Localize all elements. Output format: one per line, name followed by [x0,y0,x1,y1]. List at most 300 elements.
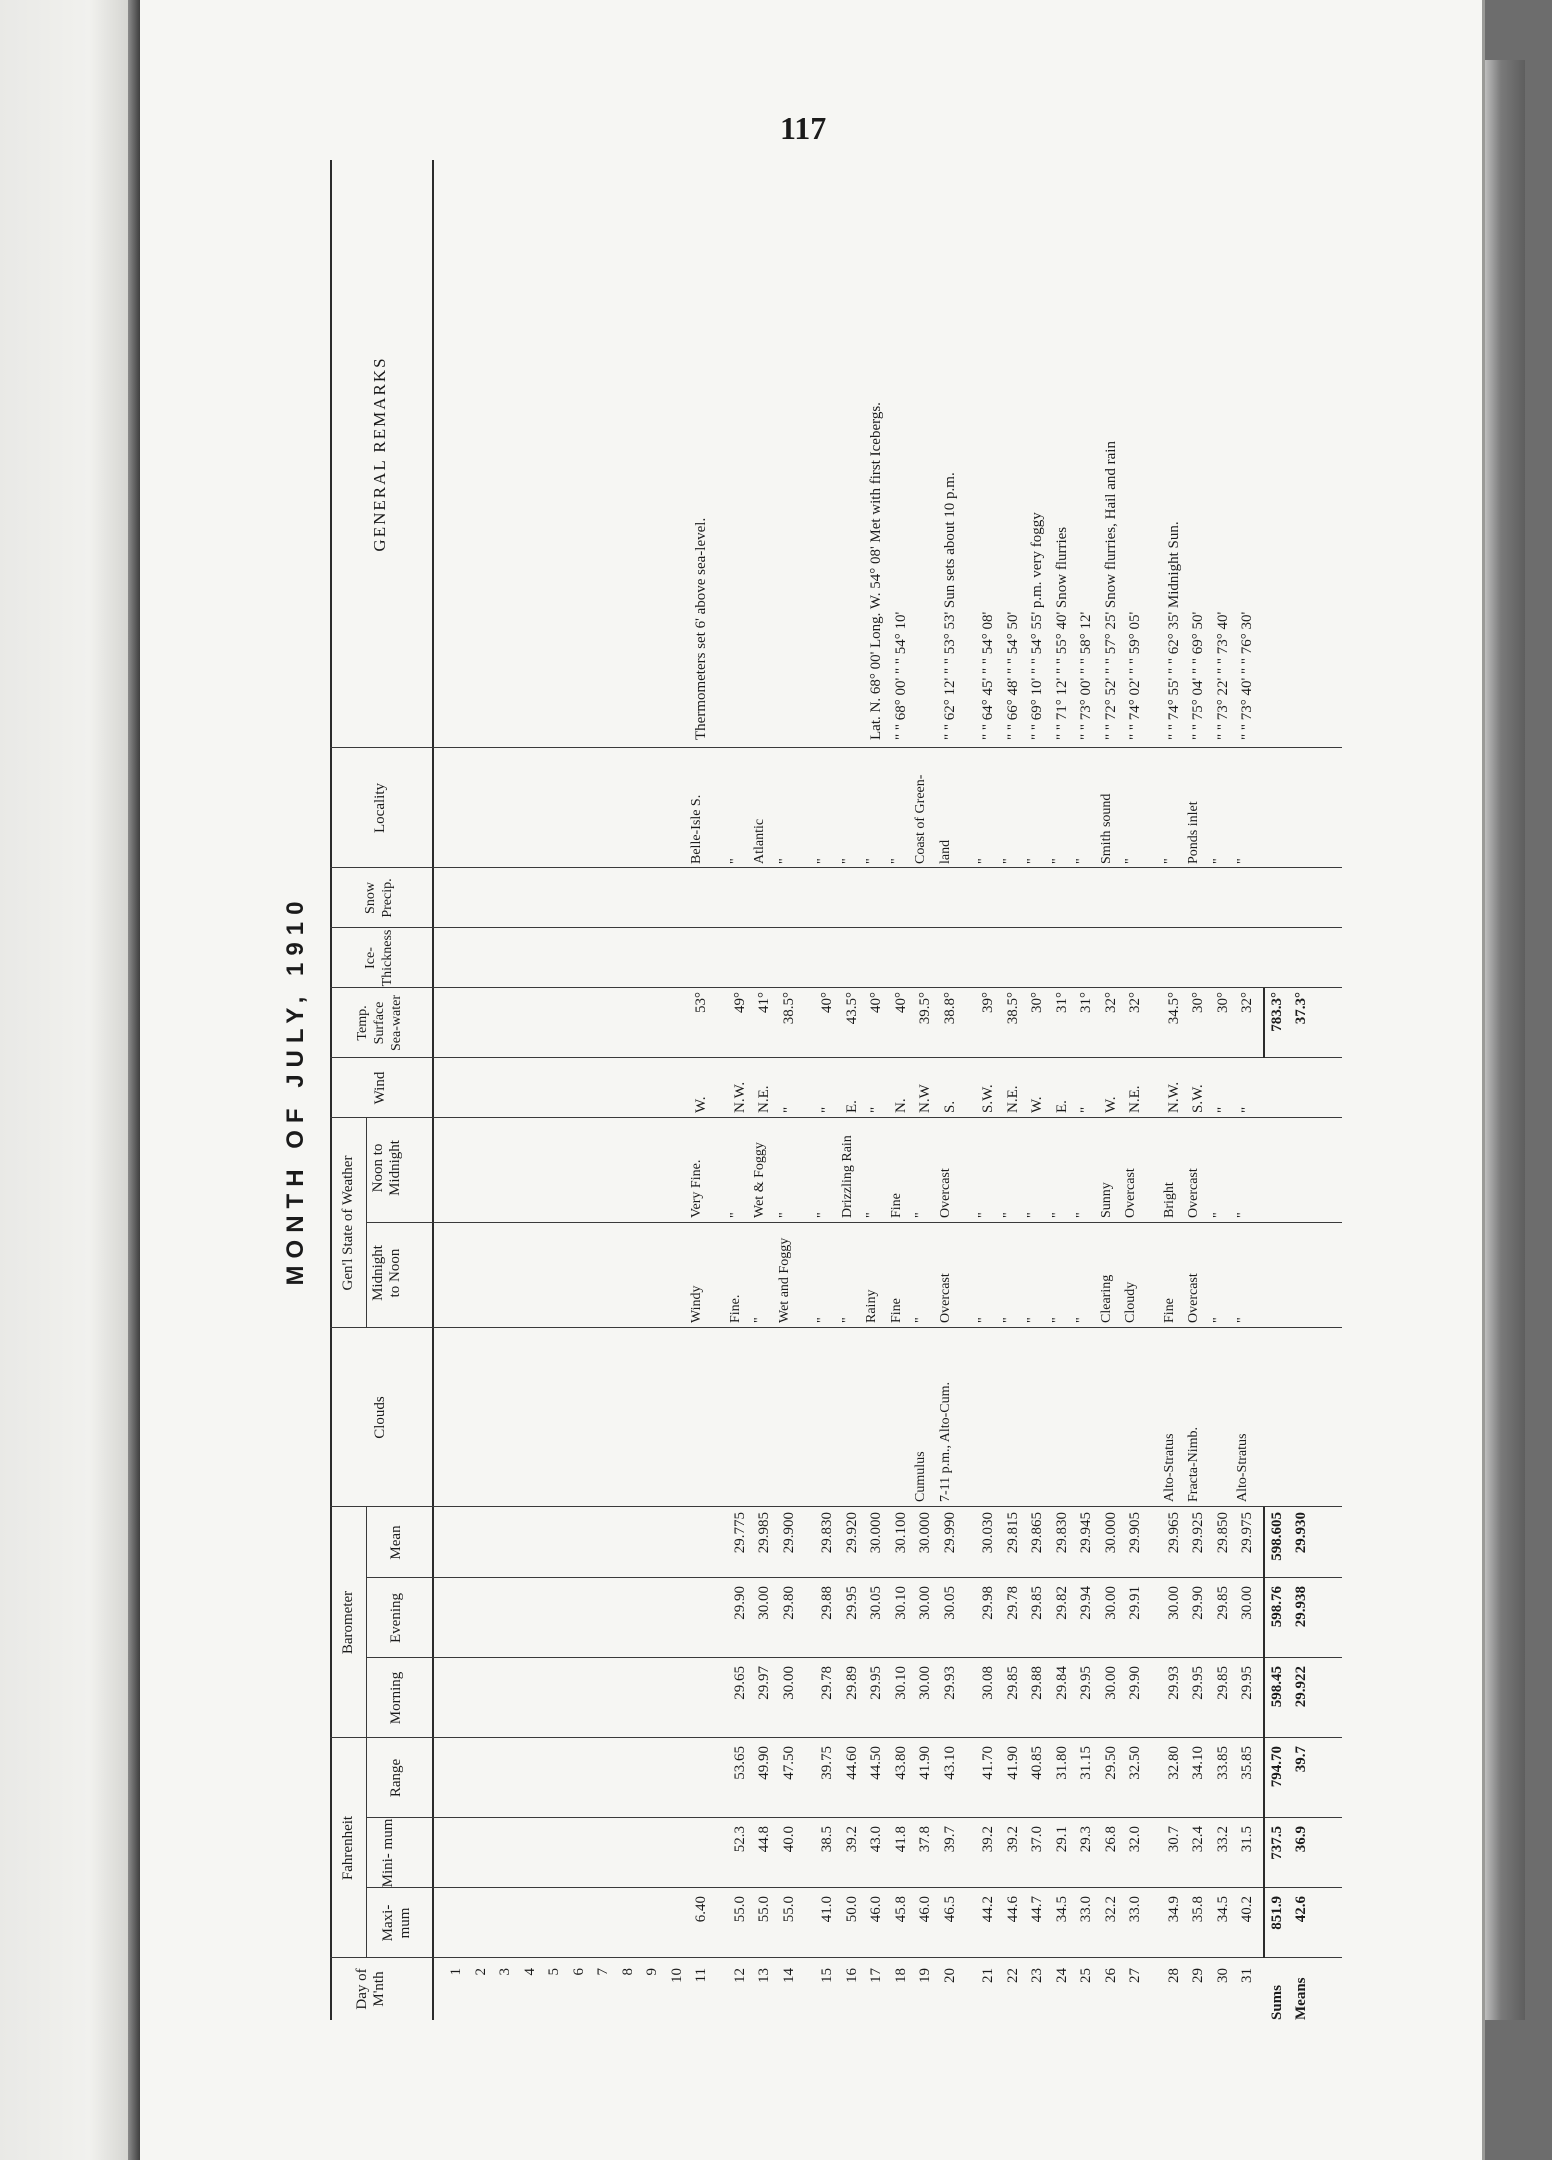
header-ice: Ice- Thickness [363,929,395,987]
sums-range: 794.70 [1269,1746,1285,1788]
month-title: MONTH OF JULY, 1910 [282,894,309,1286]
cell-wind: N.E. [1127,1085,1143,1113]
cell-morning: 29.84 [1053,1666,1070,1700]
cell-locality: land [937,839,953,864]
cell-wx-pm: Overcast [1123,1168,1138,1218]
cell-sea: 40° [868,992,884,1013]
cell-wx-pm: " [976,1212,991,1218]
table-row [840,160,864,2020]
cell-morning: 30.00 [780,1666,797,1700]
page-number: 117 [780,110,827,146]
cell-locality: " [1074,858,1089,864]
cell-sea: 38.8° [941,992,958,1025]
cell-morning: 29.78 [819,1666,835,1700]
cell-wx-am: " [1074,1317,1089,1323]
cell-min: 26.8 [1102,1826,1119,1853]
cell-evening: 29.95 [843,1586,860,1620]
means-min: 36.9 [1293,1826,1309,1853]
cell-max: 6.40 [693,1896,709,1923]
cell-locality: " [1000,858,1016,864]
cell-min: 29.3 [1078,1826,1094,1853]
cell-wx-am: " [1049,1317,1065,1323]
cell-range: 43.80 [892,1746,909,1780]
cell-locality: " [976,858,991,864]
cell-min: 43.0 [868,1826,884,1853]
sums-morning: 598.45 [1269,1666,1285,1708]
cell-max: 50.0 [843,1896,860,1923]
cell-day: 25 [1078,1968,1094,1983]
cell-day: 28 [1165,1968,1182,1983]
cell-range: 29.50 [1102,1746,1119,1780]
cell-day: 13 [756,1968,772,1983]
cell-wx-am: Fine [1161,1298,1177,1323]
cell-evening: 30.05 [868,1586,884,1620]
cell-remarks: " " 62° 12' " " 53° 53' Sun sets about 10 p.m. [941,472,958,740]
cell-range: 41.90 [1004,1746,1021,1780]
cell-sea: 39° [980,992,996,1013]
cell-max: 34.5 [1214,1896,1231,1923]
cell-sea: 53° [693,992,709,1013]
cell-max: 34.5 [1053,1896,1070,1923]
cell-mean: 29.975 [1239,1512,1255,1554]
book-gutter [128,0,140,2160]
cell-day: 29 [1190,1968,1206,1983]
cell-evening: 30.00 [1102,1586,1119,1620]
cell-range: 32.50 [1127,1746,1143,1780]
cell-mean: 30.030 [980,1512,996,1554]
cell-min: 37.0 [1029,1826,1045,1853]
cell-wx-am: " [976,1317,991,1323]
cell-day: 1 [448,1968,464,1976]
cell-max: 55.0 [756,1896,772,1923]
cell-remarks: " " 73° 00' " " 58° 12' [1078,611,1094,740]
cell-locality: " [1025,858,1040,864]
cell-day: 30 [1214,1968,1231,1983]
cell-locality: Ponds inlet [1186,801,1201,864]
table-row [1235,160,1259,2020]
cell-wx-am: " [913,1317,928,1323]
cell-locality: " [888,858,904,864]
cell-wx-pm: " [1000,1212,1016,1218]
cell-evening: 29.90 [731,1586,748,1620]
cell-wind: " [1078,1106,1094,1113]
table-row [518,160,542,2020]
header-morning: Morning [388,1671,404,1725]
cell-mean: 29.965 [1165,1512,1182,1554]
cell-clouds: Alto-Stratus [1235,1433,1250,1502]
cell-mean: 29.905 [1127,1512,1143,1554]
cell-min: 52.3 [731,1826,748,1853]
cell-day: 22 [1004,1968,1021,1983]
sums-row [1265,160,1289,2020]
cell-wind: " [780,1106,797,1113]
cell-mean: 29.830 [1053,1512,1070,1554]
cell-wind: S. [941,1100,958,1113]
table-row [640,160,664,2020]
header-snow: Snow Precip. [363,878,395,918]
cell-max: 35.8 [1190,1896,1206,1923]
cell-day: 27 [1127,1968,1143,1983]
table-row [1050,160,1074,2020]
header-maximum: Maxi- mum [380,1904,413,1942]
cell-min: 39.7 [941,1826,958,1853]
cell-mean: 30.000 [868,1512,884,1554]
cell-mean: 29.945 [1078,1512,1094,1554]
cell-max: 33.0 [1127,1896,1143,1923]
cell-morning: 29.65 [731,1666,748,1700]
cell-morning: 29.97 [756,1666,772,1700]
cell-evening: 30.00 [756,1586,772,1620]
cell-day: 18 [892,1968,909,1983]
cell-mean: 29.775 [731,1512,748,1554]
cell-wind: W. [1102,1096,1119,1113]
cell-mean: 29.900 [780,1512,797,1554]
cell-wx-pm: " [913,1212,928,1218]
cell-min: 39.2 [1004,1826,1021,1853]
cell-locality: Smith sound [1098,793,1114,864]
cell-min: 41.8 [892,1826,909,1853]
table-row [1162,160,1186,2020]
cell-wind: W. [693,1096,709,1113]
header-locality: Locality [372,783,388,833]
cell-sea: 34.5° [1165,992,1182,1025]
cell-wind: N.W [917,1084,933,1113]
table-row [913,160,937,2020]
cell-morning: 29.90 [1127,1666,1143,1700]
cell-wind: " [1239,1106,1255,1113]
cell-wx-am: " [839,1317,855,1323]
cell-day: 6 [570,1968,587,1976]
means-sea: 37.3° [1293,992,1309,1025]
cell-morning: 29.89 [843,1666,860,1700]
table-row [1099,160,1123,2020]
cell-wx-pm: Overcast [937,1168,953,1218]
table-row [752,160,776,2020]
means-row [1289,160,1313,2020]
header-midnight-noon: Midnight to Noon [370,1245,403,1301]
cell-wx-am: Clearing [1098,1274,1114,1323]
cell-day: 31 [1239,1968,1255,1983]
header-minimum: Mini- mum [380,1818,396,1888]
sums-label: Sums [1269,1984,1285,2020]
table-row [815,160,839,2020]
cell-locality: " [1210,858,1226,864]
cell-day: 7 [595,1968,611,1976]
cell-day: 10 [668,1968,685,1983]
table-row [444,160,468,2020]
cell-min: 44.8 [756,1826,772,1853]
cell-max: 46.0 [917,1896,933,1923]
cell-mean: 30.000 [917,1512,933,1554]
cell-max: 44.7 [1029,1896,1045,1923]
cell-wx-pm: " [815,1212,830,1218]
sums-max: 851.9 [1269,1896,1285,1930]
cell-sea: 32° [1102,992,1119,1013]
cell-max: 55.0 [780,1896,797,1923]
table-row [469,160,493,2020]
means-morning: 29.922 [1293,1666,1309,1708]
cell-remarks: " " 72° 52' " " 57° 25' Snow flurries, Hail and rain [1102,441,1119,740]
cell-max: 46.0 [868,1896,884,1923]
means-range: 39.7 [1293,1746,1309,1773]
cell-day: 5 [546,1968,562,1976]
cell-day: 21 [980,1968,996,1983]
cell-remarks: " " 74° 55' " " 62° 35' Midnight Sun. [1165,521,1182,740]
means-label: Means [1293,1977,1309,2020]
cell-clouds: 7-11 p.m., Alto-Cum. [937,1381,953,1502]
cell-day: 12 [731,1968,748,1983]
cell-range: 47.50 [780,1746,797,1780]
weather-table-rotated [282,160,1342,2020]
cell-locality: Coast of Green- [913,774,928,864]
cell-wx-pm: " [1235,1212,1250,1218]
cell-remarks: Lat. N. 68° 00' Long. W. 54° 08' Met with first Icebergs. [868,402,884,740]
header-wind: Wind [372,1071,388,1105]
cell-min: 39.2 [980,1826,996,1853]
cell-remarks: " " 73° 40' " " 76° 30' [1239,611,1255,740]
cell-range: 43.10 [941,1746,958,1780]
cell-mean: 29.925 [1190,1512,1206,1554]
cell-day: 16 [843,1968,860,1983]
header-mean: Mean [388,1525,404,1560]
cell-day: 23 [1029,1968,1045,1983]
cell-day: 4 [521,1968,538,1976]
header-noon-midnight: Noon to Midnight [370,1140,403,1196]
cell-morning: 29.85 [1214,1666,1231,1700]
cell-sea: 38.5° [780,992,797,1025]
cell-sea: 49° [731,992,748,1013]
cell-min: 33.2 [1214,1826,1231,1853]
cell-wx-am: Fine [888,1298,904,1323]
cell-range: 44.50 [868,1746,884,1780]
cell-locality: Belle-Isle S. [689,794,704,864]
cell-wx-pm: Wet & Foggy [752,1142,767,1218]
cell-sea: 38.5° [1004,992,1021,1025]
cell-wind: E. [1053,1100,1070,1113]
cell-sea: 30° [1190,992,1206,1013]
means-mean: 29.930 [1293,1512,1309,1554]
header-sea-temp: Temp. Surface Sea-water [355,995,404,1051]
cell-wx-pm: " [1025,1212,1040,1218]
cell-wind: N.E. [1004,1085,1021,1113]
weather-table [330,160,1342,2020]
table-row [591,160,615,2020]
table-row [665,160,689,2020]
cell-wind: " [868,1106,884,1113]
cell-day: 19 [917,1968,933,1983]
cell-remarks: " " 69° 10' " " 54° 55' p.m. very foggy [1029,512,1045,740]
cell-locality: " [864,858,879,864]
cell-evening: 30.00 [1239,1586,1255,1620]
cell-wx-pm: Bright [1161,1182,1177,1218]
cell-sea: 32° [1127,992,1143,1013]
table-row [493,160,517,2020]
header-remarks: GENERAL REMARKS [370,356,389,552]
cell-sea: 40° [892,992,909,1013]
cell-clouds: Alto-Stratus [1161,1433,1177,1502]
cell-mean: 29.830 [819,1512,835,1554]
cell-remarks: " " 71° 12' " " 55° 40' Snow flurries [1053,526,1070,740]
cell-morning: 29.95 [1190,1666,1206,1700]
cell-evening: 29.88 [819,1586,835,1620]
cell-day: 24 [1053,1968,1070,1983]
cell-range: 53.65 [731,1746,748,1780]
cell-sea: 31° [1078,992,1094,1013]
cell-evening: 29.94 [1078,1586,1094,1620]
cell-wx-am: Cloudy [1123,1281,1138,1323]
cell-day: 3 [497,1968,513,1976]
cell-wind: N.W. [1165,1081,1182,1113]
cell-sea: 39.5° [917,992,933,1025]
cell-morning: 29.95 [868,1666,884,1700]
cell-range: 49.90 [756,1746,772,1780]
cell-remarks: " " 74° 02' " " 59° 05' [1127,611,1143,740]
cell-mean: 29.985 [756,1512,772,1554]
cell-mean: 30.000 [1102,1512,1119,1554]
cell-evening: 29.82 [1053,1586,1070,1620]
cell-evening: 30.00 [1165,1586,1182,1620]
cell-locality: " [727,858,743,864]
header-clouds: Clouds [372,1396,388,1439]
cell-morning: 29.95 [1078,1666,1094,1700]
sums-rule [1263,1507,1265,1958]
page-stack-edge [1485,60,1525,2020]
sums-sea: 783.3° [1269,992,1285,1032]
cell-max: 41.0 [819,1896,835,1923]
cell-wind: N.E. [756,1085,772,1113]
cell-remarks: " " 64° 45' " " 54° 08' [980,611,996,740]
cell-wind: N.W. [731,1081,748,1113]
header-bottom-rule [432,160,434,2020]
table-row [864,160,888,2020]
cell-wx-pm: " [864,1212,879,1218]
cell-morning: 29.93 [1165,1666,1182,1700]
cell-mean: 29.865 [1029,1512,1045,1554]
cell-evening: 29.98 [980,1586,996,1620]
cell-evening: 29.90 [1190,1586,1206,1620]
cell-max: 33.0 [1078,1896,1094,1923]
header-weather: Gen'l State of Weather [340,1155,356,1291]
cell-wx-pm: Overcast [1186,1168,1201,1218]
cell-day: 8 [619,1968,636,1976]
cell-min: 37.8 [917,1826,933,1853]
header-range: Range [388,1758,404,1798]
cell-max: 32.2 [1102,1896,1119,1923]
cell-wx-am: Rainy [864,1289,879,1323]
table-row [1186,160,1210,2020]
cell-day: 9 [644,1968,660,1976]
cell-min: 32.0 [1127,1826,1143,1853]
cell-locality: " [1049,858,1065,864]
cell-evening: 30.00 [917,1586,933,1620]
cell-wx-am: " [752,1317,767,1323]
table-row [938,160,962,2020]
previous-page-edge [0,0,128,2160]
table-row [1001,160,1025,2020]
table-row [689,160,713,2020]
cell-day: 11 [693,1968,709,1983]
means-evening: 29.938 [1293,1586,1309,1628]
barometer-subrule [366,1507,367,1738]
cell-wx-am: " [815,1317,830,1323]
cell-range: 31.80 [1053,1746,1070,1780]
cell-wx-pm: " [776,1212,792,1218]
cell-wx-am: Wet and Foggy [776,1237,792,1323]
table-row [1123,160,1147,2020]
cell-locality: " [839,858,855,864]
cell-day: 2 [472,1968,489,1976]
cell-wind: N. [892,1098,909,1113]
fahrenheit-subrule [366,1738,367,1958]
cell-min: 38.5 [819,1826,835,1853]
cell-morning: 30.00 [917,1666,933,1700]
cell-range: 32.80 [1165,1746,1182,1780]
cell-range: 41.90 [917,1746,933,1780]
cell-wx-am: " [1025,1317,1040,1323]
cell-day: 15 [819,1968,835,1983]
cell-remarks: " " 75° 04' " " 69° 50' [1190,611,1206,740]
cell-wx-pm: " [1049,1212,1065,1218]
cell-wx-am: " [1210,1317,1226,1323]
cell-wx-am: Windy [689,1285,704,1323]
cell-locality: " [1161,858,1177,864]
table-row [542,160,566,2020]
cell-min: 39.2 [843,1826,860,1853]
cell-wind: " [819,1106,835,1113]
cell-locality: " [1123,858,1138,864]
table-row [889,160,913,2020]
cell-min: 40.0 [780,1826,797,1853]
cell-evening: 30.05 [941,1586,958,1620]
cell-wx-pm: Very Fine. [689,1159,704,1218]
cell-evening: 29.85 [1214,1586,1231,1620]
cell-range: 34.10 [1190,1746,1206,1780]
table-row [1211,160,1235,2020]
cell-range: 39.75 [819,1746,835,1780]
header-fahrenheit: Fahrenheit [340,1815,356,1881]
header-barometer: Barometer [340,1590,356,1655]
cell-locality: " [815,858,830,864]
cell-wx-am: Overcast [1186,1273,1201,1323]
cell-range: 44.60 [843,1746,860,1780]
cell-sea: 40° [819,992,835,1013]
cell-min: 30.7 [1165,1826,1182,1853]
cell-sea: 31° [1053,992,1070,1013]
sea-sums-rule [1263,988,1265,1058]
cell-range: 41.70 [980,1746,996,1780]
cell-wx-am: " [1000,1317,1016,1323]
table-top-rule [330,160,332,2020]
cell-mean: 29.990 [941,1512,958,1554]
cell-wx-pm: Sunny [1098,1182,1114,1218]
cell-day: 20 [941,1968,958,1983]
cell-wind: W. [1029,1096,1045,1113]
weather-subrule [366,1118,367,1328]
cell-locality: " [1235,858,1250,864]
cell-morning: 29.93 [941,1666,958,1700]
cell-wx-pm: Drizzling Rain [839,1135,855,1218]
cell-day: 17 [868,1968,884,1983]
cell-day: 14 [780,1968,797,1983]
cell-morning: 29.95 [1239,1666,1255,1700]
cell-evening: 30.10 [892,1586,909,1620]
cell-remarks: Thermometers set 6' above sea-level. [693,517,709,740]
cell-clouds: Fracta-Nimb. [1186,1426,1201,1502]
cell-max: 40.2 [1239,1896,1255,1923]
cell-sea: 43.5° [843,992,860,1025]
cell-wind: S.W. [1190,1084,1206,1113]
cell-mean: 29.850 [1214,1512,1231,1554]
